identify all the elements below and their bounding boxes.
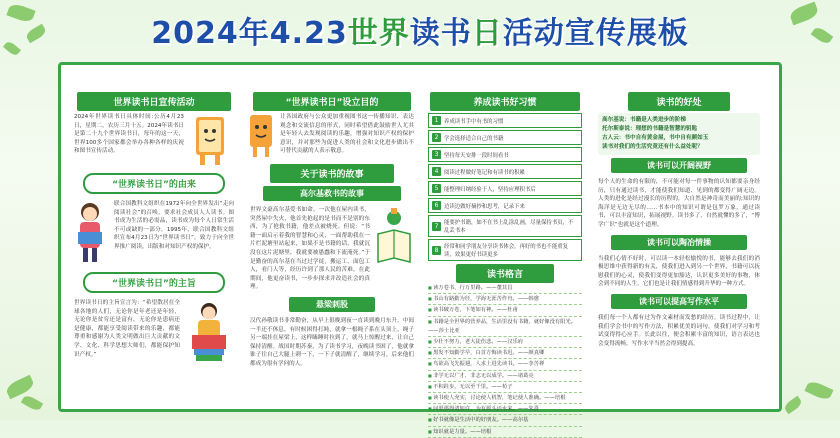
quote-item: ■ 读书使人充实，讨论使人机智，笔记使人准确。——培根 — [428, 393, 582, 404]
kids-reading-icon — [184, 297, 234, 367]
title-suffix: 活动宣传展板 — [502, 16, 689, 51]
section-header-habits: 养成读书好习惯 — [430, 92, 579, 111]
section-header-purpose: “世界读书日”设立目的 — [253, 92, 411, 111]
benefit-title-writing: 读书可以提高写作水平 — [611, 294, 747, 309]
quote-item: ■ 不积跬步，无以至千里。——荀子 — [428, 382, 582, 393]
benefit-line: 高尔基说：书籍是人类进步的阶梯 — [602, 117, 686, 123]
section-header-origin: “世界读书日”的由来 — [83, 173, 224, 194]
benefit-text-writing: 我们每一个人都有过为作文素材而发愁的经历。读书过程中，让我们学会书中的写作方法，积累优美的词句，使我们对学习和考试变得得心应手。长此以往，便会积累丰富的知识，语言表达也会变得流畅，写作水平当然会得到提高。 — [598, 314, 760, 347]
open-book-icon — [374, 204, 414, 274]
column-purpose — [246, 68, 418, 406]
quote-item: ■ 非学无以广才，非志无以成学。——诸葛亮 — [428, 371, 582, 382]
habit-item: 3 坚持每天安排一段时间看书 — [428, 147, 582, 162]
column-intro — [70, 68, 238, 406]
section-header-benefits: 读书的好处 — [628, 92, 730, 111]
habit-item: 2 学会选择适合自己的书籍 — [428, 130, 582, 145]
quote-item: ■ 书籍是全世界的营养品，生活里没有书籍，就好像没有阳光。——莎士比亚 — [428, 317, 582, 337]
leaf-decoration — [783, 396, 803, 415]
title-world: 世界 — [347, 16, 410, 51]
purpose-text: 让各国政府与公众更加重视图书这一传播知识、表达观念和交流信息的形式，同时希望借此鼓励世人尤其是年轻人去发现阅读的乐趣，增强对知识产权的保护意识，并对那些为促进人类的社会和文化进步做出不可替代贡献的人表示敬意。 — [280, 114, 414, 155]
habit-list — [424, 113, 586, 261]
quote-item: ■ 黑发不知勤学早，白首方悔读书迟。——颜真卿 — [428, 348, 582, 359]
benefit-line: 托尔斯泰说：理想的书籍是智慧的钥匙 — [602, 126, 698, 132]
quote-item: ■ 少壮不努力，老大徒伤悲。——汉乐府 — [428, 337, 582, 348]
benefit-line: 古人云：书中自有黄金屋，书中自有颜如玉 — [602, 135, 709, 141]
quote-item: ■ 好书就像是生活中的好朋友。——高尔基 — [428, 415, 582, 426]
benefit-text-sentiment: 当我们心情不好时，可以读一本轻松愉悦的书，能够去我们的消极思维中获得新的有关，使我们进入到另一个世界，书籍可以抚慰我们的心灵，使我们变得更加豁达，认识更多美好的事物，体会到不同的人生，它们也是让我们情感得到升华的一种方式。 — [598, 255, 760, 288]
leaf-decoration — [4, 375, 35, 400]
benefit-line: 读书对我们的生活究竟还有什么益处呢？ — [602, 144, 703, 150]
habit-item: 5 能整理归纳经验于人，坚持应理积书后 — [428, 181, 582, 196]
story-text-xuanliang: 汉代孙敬读书非常勤奋，从早上很晚到夜一直读到晚月东升。中间一半还不休息，有时候困得打盹，就拿一根绳子系在头顶上，绳子另一端挂在屋梁上，这样瞌睡时拉到了，就马上惊醒过来，让自己保持清醒。战国时期苏秦，为了读书学习，夜晚读书困了，他就拿锥子往自己大腿上刺一下，一下子就清醒了，继续学习。后来他们都成为很有学问的人。 — [250, 317, 414, 367]
title-reading: 读书 — [409, 16, 472, 51]
habit-item: 1 养成读书手中有书的习惯 — [428, 113, 582, 128]
benefit-text-horizon: 每个人的生命的有限的，不可能对每一件事物的认知都要亲身经历，只有通过读书，才能使我们知道、见到的都变得广阔无边。人类的进化是经过漫长的历程的，大自然是神奇而美丽的;知识的海洋是无边无尽的……书本中的知识可谓是包罗万象，通过读书，可以丰富知识，拓展视野。读书多了，自然就懂的多了，“博学广识”也就是这个道理。 — [598, 179, 760, 228]
leaf-decoration — [804, 379, 833, 402]
quote-item: ■ 书山有路勤为径，学海无涯苦作舟。——韩愈 — [428, 294, 582, 305]
benefit-title-horizon: 读书可以开阔视野 — [611, 158, 747, 173]
theme-text: 世界读书日的主旨宣言为：“希望散居在全球各地的人们，无论你是年老还是年轻，无论你是贫穷还是富有，无论你是患病还是健康，都能享受阅读带来的乐趣，都能尊重和感谢为人类文明做出巨大贡献的文学、文化、科学思想大师们，都能保护知识产权。” — [74, 300, 180, 358]
section-header-theme: “世界读书日”的主旨 — [83, 272, 224, 293]
benefit-title-sentiment: 读书可以陶冶情操 — [611, 235, 747, 250]
story-title-xuanliang: 悬梁刺股 — [289, 297, 375, 312]
habit-item: 8 经常和同学朋友分享读书体会，再好的书也不能重复读，效果更好书读更多 — [428, 239, 582, 261]
book-mascot-icon — [246, 111, 276, 161]
reading-girl-icon — [70, 198, 110, 268]
section-header-quotes: 读书格言 — [456, 264, 553, 283]
column-habits — [424, 68, 586, 435]
quote-item: ■ 知识就是力量。——培根 — [428, 427, 582, 438]
title-day: 日 — [471, 16, 503, 51]
story-text-gorky: 世界文豪高尔基爱书如命。一次他在屋内读书，突然屋中失火，他首先抢起的是书而不是别的东西，为了抢救书籍，他差点被烧死。但说：“书籍一面启示着我的智慧和心灵，一面帮助我在一片烂泥塘里站起来，如果不是书籍的话，我就沉没在这片泥塘里，我就要被愚蠢和下流淹死。”于是勤奋的高尔基在当过过学徒，搬运工、面包工人，看门人等，经历许到了那人民的苦难。在此期间，他更奋读书，一步步探求并改造社会的真理。 — [250, 207, 370, 291]
page-title — [0, 8, 840, 52]
title-year: 2024年4.23 — [151, 16, 348, 51]
quote-item: ■ 问渠那得清如许，为有源头活水来。——朱熹 — [428, 404, 582, 415]
activity-text: 2024年世界读书日具体时间:公历4月23日，星期二，农历三月十五。2024年读书日是第二十九个世界读书日，每年的这一天，世界100多个国家都会举办各种各样的庆祝和图书宣传活动。 — [74, 114, 184, 155]
habit-item: 4 阅读过程做好笔记和有读书的积累 — [428, 164, 582, 179]
quote-item: ■ 读书破万卷，下笔如有神。——杜甫 — [428, 305, 582, 316]
quote-list — [424, 283, 586, 438]
quote-item: ■ 鸟欲高飞先振翅，人求上进先读书。——李苦禅 — [428, 359, 582, 370]
section-header-stories: 关于读书的故事 — [270, 164, 394, 183]
book-character-icon — [188, 111, 232, 169]
benefit-quotes — [598, 113, 760, 155]
habit-item: 6 边读边做好摘抄和思考，记录下来 — [428, 198, 582, 213]
column-benefits — [594, 68, 764, 406]
quote-item: ■ 读万卷书，行万里路。——董其昌 — [428, 283, 582, 294]
leaf-decoration — [21, 394, 43, 413]
section-header-activity: 世界读书日宣传活动 — [77, 92, 232, 111]
story-title-gorky: 高尔基救书的故事 — [263, 186, 401, 201]
habit-item: 7 能要护书籍，如不在书上乱涂乱画，尽量保持书页，不乱丢书本 — [428, 215, 582, 237]
origin-text: 联合国教科文组织在1972年向全世界发出“走向阅读社会”的召唤，要求社会成员人人读书。图书成为生活的必需品，读书成为每个人日常生活不可或缺的一部分。1995年，联合国教科文组织宣布4月23日为“世界读书日”，致力于向全世界推广阅读，出版和对知识产权的保护。 — [114, 201, 234, 250]
